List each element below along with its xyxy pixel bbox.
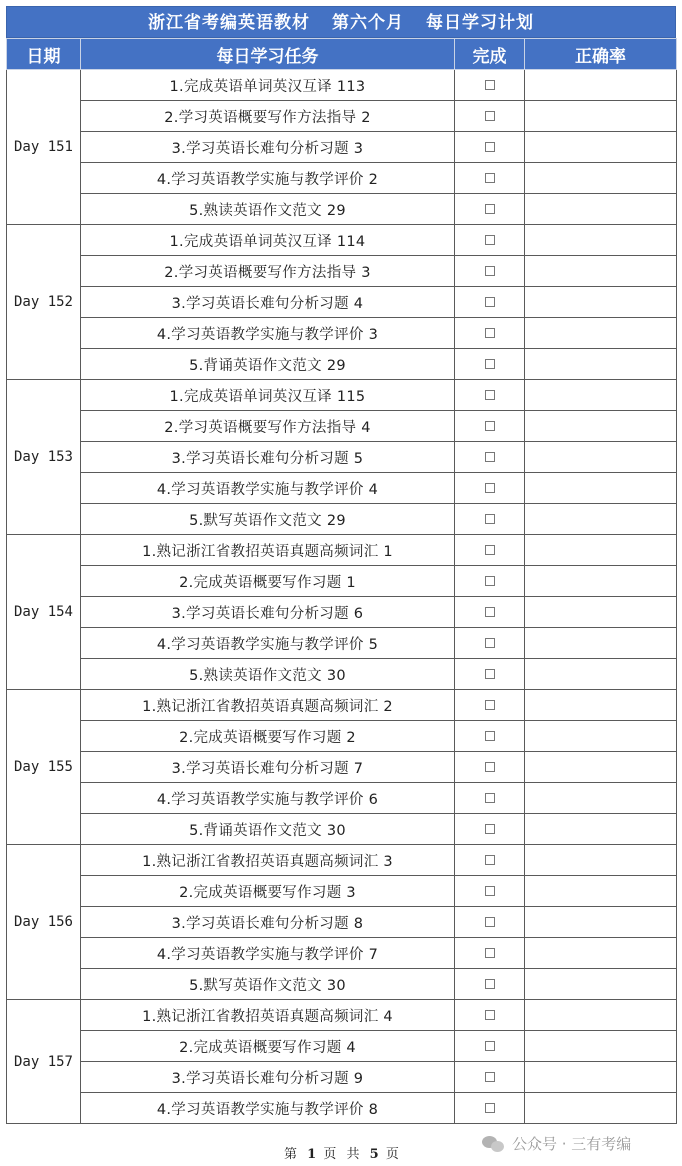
table-row — [7, 287, 677, 318]
day-label: Day 155 — [7, 690, 81, 845]
task-cell: 1.熟记浙江省教招英语真题高频词汇 4 — [81, 1000, 455, 1031]
accuracy-cell[interactable] — [525, 814, 677, 845]
day-label: Day 152 — [7, 225, 81, 380]
done-cell — [455, 442, 525, 473]
table-row — [7, 597, 677, 628]
accuracy-cell[interactable] — [525, 1062, 677, 1093]
page-footer — [0, 1135, 682, 1162]
table-row — [7, 132, 677, 163]
day-label: Day 153 — [7, 380, 81, 535]
done-checkbox[interactable] — [485, 638, 495, 648]
done-cell — [455, 1093, 525, 1124]
accuracy-cell[interactable] — [525, 721, 677, 752]
done-checkbox[interactable] — [485, 824, 495, 834]
done-checkbox[interactable] — [485, 421, 495, 431]
total-pages: 5 — [369, 1147, 379, 1162]
accuracy-cell[interactable] — [525, 101, 677, 132]
watermark — [482, 1133, 631, 1154]
table-row — [7, 473, 677, 504]
task-cell: 3.学习英语长难句分析习题 9 — [81, 1062, 455, 1093]
title-part-plan: 每日学习计划 — [426, 13, 534, 33]
accuracy-cell[interactable] — [525, 194, 677, 225]
accuracy-cell[interactable] — [525, 504, 677, 535]
table-row — [7, 163, 677, 194]
task-cell: 4.学习英语教学实施与教学评价 6 — [81, 783, 455, 814]
task-cell: 1.完成英语单词英汉互译 113 — [81, 70, 455, 101]
page-number — [284, 1143, 402, 1162]
done-checkbox[interactable] — [485, 1072, 495, 1082]
table-row — [7, 225, 677, 256]
table-row — [7, 504, 677, 535]
task-cell: 3.学习英语长难句分析习题 3 — [81, 132, 455, 163]
done-cell — [455, 721, 525, 752]
done-checkbox[interactable] — [485, 173, 495, 183]
accuracy-cell[interactable] — [525, 969, 677, 1000]
done-checkbox[interactable] — [485, 328, 495, 338]
table-row — [7, 256, 677, 287]
table-row — [7, 411, 677, 442]
title-part-textbook: 浙江省考编英语教材 — [148, 13, 310, 33]
table-row — [7, 1000, 677, 1031]
task-cell: 5.背诵英语作文范文 30 — [81, 814, 455, 845]
task-cell: 1.完成英语单词英汉互译 114 — [81, 225, 455, 256]
done-checkbox[interactable] — [485, 235, 495, 245]
accuracy-cell[interactable] — [525, 752, 677, 783]
task-cell: 3.学习英语长难句分析习题 4 — [81, 287, 455, 318]
done-cell — [455, 1062, 525, 1093]
done-cell — [455, 969, 525, 1000]
table-header-row — [7, 39, 677, 70]
accuracy-cell[interactable] — [525, 318, 677, 349]
table-row — [7, 535, 677, 566]
task-cell: 5.默写英语作文范文 30 — [81, 969, 455, 1000]
table-row — [7, 907, 677, 938]
task-cell: 5.背诵英语作文范文 29 — [81, 349, 455, 380]
done-cell — [455, 535, 525, 566]
done-checkbox[interactable] — [485, 948, 495, 958]
accuracy-cell[interactable] — [525, 597, 677, 628]
done-checkbox[interactable] — [485, 917, 495, 927]
accuracy-cell[interactable] — [525, 535, 677, 566]
table-row — [7, 1031, 677, 1062]
accuracy-cell[interactable] — [525, 256, 677, 287]
done-cell — [455, 349, 525, 380]
task-cell: 1.完成英语单词英汉互译 115 — [81, 380, 455, 411]
page-suffix: 页 — [385, 1147, 402, 1162]
accuracy-cell[interactable] — [525, 163, 677, 194]
task-cell: 2.完成英语概要写作习题 3 — [81, 876, 455, 907]
table-row — [7, 628, 677, 659]
done-checkbox[interactable] — [485, 979, 495, 989]
table-row — [7, 442, 677, 473]
task-cell: 4.学习英语教学实施与教学评价 7 — [81, 938, 455, 969]
task-cell: 4.学习英语教学实施与教学评价 2 — [81, 163, 455, 194]
accuracy-cell[interactable] — [525, 1031, 677, 1062]
done-checkbox[interactable] — [485, 1103, 495, 1113]
accuracy-cell[interactable] — [525, 380, 677, 411]
table-row — [7, 1062, 677, 1093]
done-cell — [455, 690, 525, 721]
task-cell: 1.熟记浙江省教招英语真题高频词汇 1 — [81, 535, 455, 566]
day-label: Day 154 — [7, 535, 81, 690]
task-cell: 2.完成英语概要写作习题 4 — [81, 1031, 455, 1062]
task-cell: 1.熟记浙江省教招英语真题高频词汇 3 — [81, 845, 455, 876]
done-cell — [455, 380, 525, 411]
table-row — [7, 194, 677, 225]
done-cell — [455, 1000, 525, 1031]
table-row — [7, 349, 677, 380]
done-cell — [455, 907, 525, 938]
task-cell: 1.熟记浙江省教招英语真题高频词汇 2 — [81, 690, 455, 721]
done-cell — [455, 473, 525, 504]
table-row — [7, 814, 677, 845]
done-cell — [455, 194, 525, 225]
done-cell — [455, 1031, 525, 1062]
task-cell: 2.学习英语概要写作方法指导 2 — [81, 101, 455, 132]
accuracy-cell[interactable] — [525, 70, 677, 101]
done-checkbox[interactable] — [485, 111, 495, 121]
done-checkbox[interactable] — [485, 142, 495, 152]
accuracy-cell[interactable] — [525, 349, 677, 380]
done-cell — [455, 783, 525, 814]
table-row — [7, 690, 677, 721]
accuracy-cell[interactable] — [525, 783, 677, 814]
done-checkbox[interactable] — [485, 607, 495, 617]
done-cell — [455, 132, 525, 163]
table-row — [7, 318, 677, 349]
table-row — [7, 876, 677, 907]
study-plan-table — [6, 38, 677, 1124]
accuracy-cell[interactable] — [525, 938, 677, 969]
task-cell: 2.学习英语概要写作方法指导 4 — [81, 411, 455, 442]
task-cell: 5.默写英语作文范文 29 — [81, 504, 455, 535]
accuracy-cell[interactable] — [525, 442, 677, 473]
header-date: 日期 — [7, 39, 81, 70]
done-cell — [455, 938, 525, 969]
done-checkbox[interactable] — [485, 576, 495, 586]
task-cell: 2.完成英语概要写作习题 1 — [81, 566, 455, 597]
accuracy-cell[interactable] — [525, 411, 677, 442]
title-part-month: 第六个月 — [332, 13, 404, 33]
done-cell — [455, 504, 525, 535]
done-checkbox[interactable] — [485, 359, 495, 369]
done-cell — [455, 70, 525, 101]
done-checkbox[interactable] — [485, 297, 495, 307]
accuracy-cell[interactable] — [525, 845, 677, 876]
accuracy-cell[interactable] — [525, 473, 677, 504]
table-row — [7, 783, 677, 814]
task-cell: 4.学习英语教学实施与教学评价 4 — [81, 473, 455, 504]
task-cell: 2.学习英语概要写作方法指导 3 — [81, 256, 455, 287]
accuracy-cell[interactable] — [525, 659, 677, 690]
header-accuracy: 正确率 — [525, 39, 677, 70]
table-row — [7, 101, 677, 132]
done-checkbox[interactable] — [485, 762, 495, 772]
header-done: 完成 — [455, 39, 525, 70]
done-checkbox[interactable] — [485, 266, 495, 276]
done-cell — [455, 876, 525, 907]
task-cell: 5.熟读英语作文范文 30 — [81, 659, 455, 690]
done-cell — [455, 225, 525, 256]
wechat-icon — [482, 1135, 506, 1153]
task-cell: 4.学习英语教学实施与教学评价 3 — [81, 318, 455, 349]
accuracy-cell[interactable] — [525, 287, 677, 318]
accuracy-cell[interactable] — [525, 907, 677, 938]
watermark-text: 公众号 · 三有考编 — [512, 1135, 632, 1153]
done-checkbox[interactable] — [485, 731, 495, 741]
table-row — [7, 721, 677, 752]
task-cell: 4.学习英语教学实施与教学评价 5 — [81, 628, 455, 659]
table-row — [7, 70, 677, 101]
done-cell — [455, 411, 525, 442]
table-row — [7, 938, 677, 969]
done-cell — [455, 318, 525, 349]
table-row — [7, 752, 677, 783]
day-label: Day 151 — [7, 70, 81, 225]
task-cell: 3.学习英语长难句分析习题 5 — [81, 442, 455, 473]
done-checkbox[interactable] — [485, 483, 495, 493]
table-row — [7, 845, 677, 876]
table-row — [7, 969, 677, 1000]
header-task: 每日学习任务 — [81, 39, 455, 70]
task-cell: 3.学习英语长难句分析习题 6 — [81, 597, 455, 628]
done-cell — [455, 287, 525, 318]
done-checkbox[interactable] — [485, 452, 495, 462]
accuracy-cell[interactable] — [525, 566, 677, 597]
done-checkbox[interactable] — [485, 204, 495, 214]
done-checkbox[interactable] — [485, 80, 495, 90]
table-row — [7, 380, 677, 411]
done-cell — [455, 628, 525, 659]
accuracy-cell[interactable] — [525, 1093, 677, 1124]
plan-title — [6, 6, 676, 38]
done-cell — [455, 566, 525, 597]
accuracy-cell[interactable] — [525, 225, 677, 256]
done-checkbox[interactable] — [485, 669, 495, 679]
table-body — [7, 70, 677, 1124]
accuracy-cell[interactable] — [525, 690, 677, 721]
done-cell — [455, 256, 525, 287]
done-checkbox[interactable] — [485, 390, 495, 400]
done-checkbox[interactable] — [485, 700, 495, 710]
done-checkbox[interactable] — [485, 793, 495, 803]
done-checkbox[interactable] — [485, 514, 495, 524]
done-cell — [455, 101, 525, 132]
done-checkbox[interactable] — [485, 886, 495, 896]
accuracy-cell[interactable] — [525, 628, 677, 659]
day-label: Day 157 — [7, 1000, 81, 1124]
day-label: Day 156 — [7, 845, 81, 1000]
task-cell: 3.学习英语长难句分析习题 8 — [81, 907, 455, 938]
done-checkbox[interactable] — [485, 1010, 495, 1020]
done-cell — [455, 752, 525, 783]
accuracy-cell[interactable] — [525, 132, 677, 163]
done-cell — [455, 597, 525, 628]
task-cell: 3.学习英语长难句分析习题 7 — [81, 752, 455, 783]
task-cell: 4.学习英语教学实施与教学评价 8 — [81, 1093, 455, 1124]
page-prefix: 第 — [284, 1147, 301, 1162]
table-row — [7, 566, 677, 597]
accuracy-cell[interactable] — [525, 1000, 677, 1031]
accuracy-cell[interactable] — [525, 876, 677, 907]
page-middle: 页 共 — [323, 1147, 363, 1162]
done-checkbox[interactable] — [485, 855, 495, 865]
done-cell — [455, 163, 525, 194]
done-cell — [455, 814, 525, 845]
done-checkbox[interactable] — [485, 545, 495, 555]
done-cell — [455, 659, 525, 690]
task-cell: 2.完成英语概要写作习题 2 — [81, 721, 455, 752]
table-row — [7, 1093, 677, 1124]
done-cell — [455, 845, 525, 876]
done-checkbox[interactable] — [485, 1041, 495, 1051]
current-page: 1 — [307, 1147, 317, 1162]
task-cell: 5.熟读英语作文范文 29 — [81, 194, 455, 225]
table-row — [7, 659, 677, 690]
study-plan-sheet — [6, 6, 676, 1124]
